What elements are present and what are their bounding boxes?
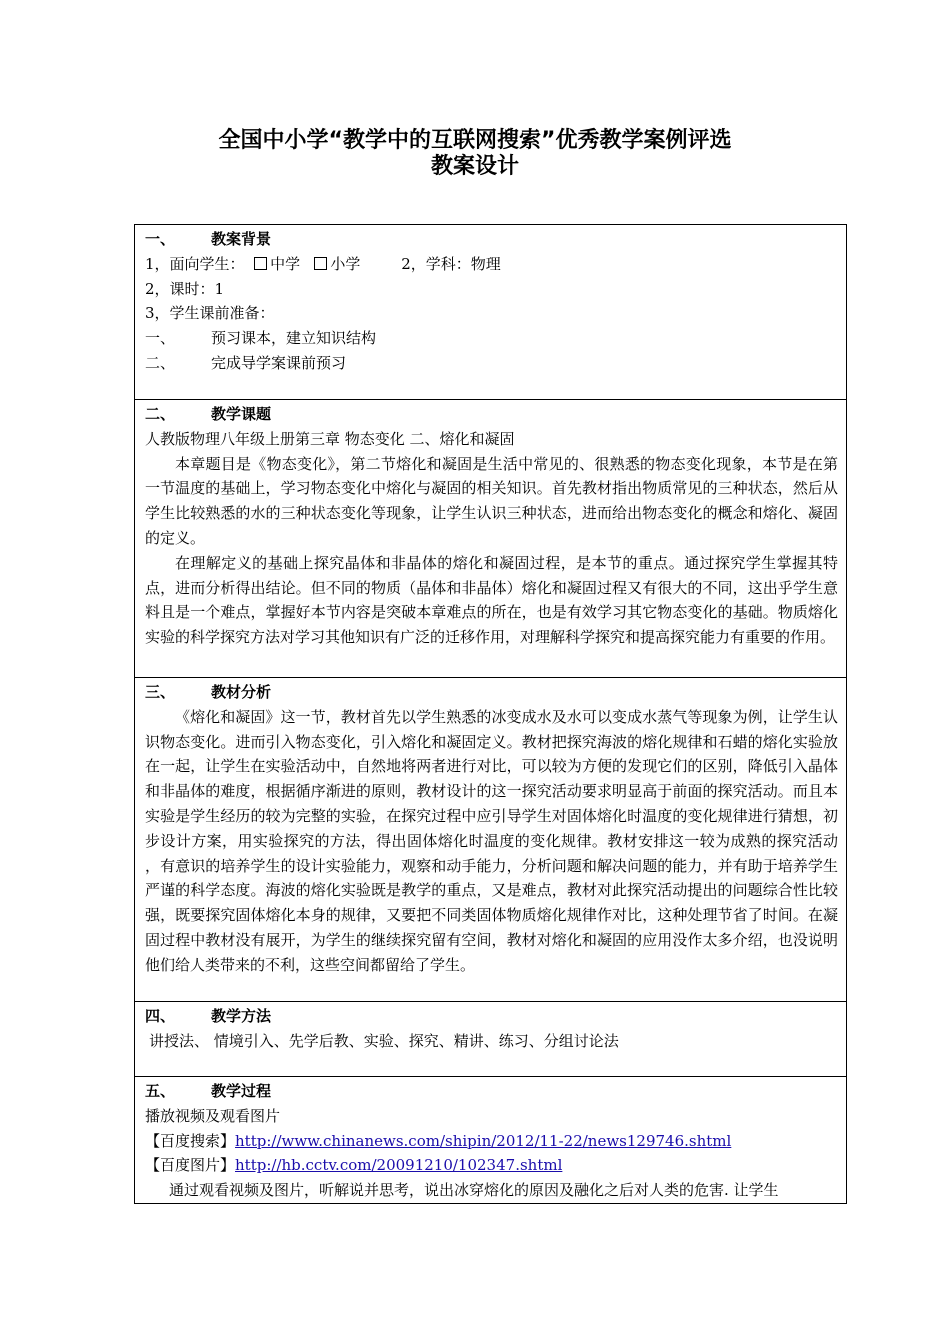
paragraph: 通过观看视频及图片，听解说并思考，说出冰穿熔化的原因及融化之后对人类的危害. 让学生 [169,1181,779,1200]
search-link-line: 【百度搜索】http://www.chinanews.com/shipin/2012/11-22/news129746.shtml [145,1131,732,1150]
page-subtitle: 教案设计 [430,154,519,179]
prep-line: 3，学生课前准备： [145,304,275,323]
section-topic [135,400,846,678]
paragraph: 在理解定义的基础上探究晶体和非晶体的熔化和凝固过程，是本节的重点。通过探究学生掌握其特点，进而分析得出结论。但不同的物质（晶体和非晶体）熔化和凝固过程又有很大的不同，这出乎学生意料且是一个难点，掌握好本节内容是突破本章难点的所在，也是有效学习其它物态变化的基础。物质熔化实验的科学探究方法对学习其他知识有广泛的迁移作用，对理解科学探究和提高探究能力有重要的作用。 [145,553,838,647]
section-background [135,225,846,400]
section-methods [135,1002,846,1077]
hours-line: 2，课时：1 [145,279,225,298]
process-intro: 播放视频及观看图片 [145,1106,281,1125]
section-analysis [135,678,846,1002]
section-heading: 五、 教学过程 [145,1082,272,1100]
paragraph: 本章题目是《物态变化》，第二节熔化和凝固是生活中常见的、很熟悉的物态变化现象，本节是在第一节温度的基础上，学习物态变化中熔化与凝固的相关知识。首先教材指出物质常见的三种状态，然后从学生比较熟悉的水的三种状态变化等现象，让学生认识三种状态，进而给出物态变化的概念和熔化、凝固的定义。 [145,454,838,547]
image-link[interactable]: http://hb.cctv.com/20091210/102347.shtml [235,1156,563,1175]
lesson-plan-table [134,224,847,1204]
prep-item: 二、 完成导学案课前预习 [145,353,347,372]
methods-line: 讲授法、 情境引入、先学后教、实验、探究、精讲、练习、分组讨论法 [149,1031,619,1050]
section-heading: 二、 教学课题 [145,405,272,423]
target-students-line: 1，面向学生： 中学 小学 2，学科：物理 [145,254,501,273]
prep-item: 一、 预习课本，建立知识结构 [145,329,377,348]
section-heading: 一、 教案背景 [145,230,272,248]
page-title: 全国中小学“教学中的互联网搜索”优秀教学案例评选 [218,128,732,153]
section-heading: 三、 教材分析 [145,683,272,701]
topic-line: 人教版物理八年级上册第三章 物态变化 二、熔化和凝固 [145,429,515,448]
subject-text: 2，学科：物理 [401,254,501,273]
checkbox-primary-school[interactable] [314,257,327,270]
paragraph: 《熔化和凝固》这一节，教材首先以学生熟悉的冰变成水及水可以变成水蒸气等现象为例，让学生认识物态变化。进而引入物态变化，引入熔化和凝固定义。教材把探究海波的熔化规律和石蜡的熔化实验放在一起，让学生在实验活动中，自然地将两者进行对比，可以较为方便的发现它们的区别，降低引入晶体和非晶体的难度，根据循序渐进的原则，教材设计的这一探究活动要求明显高于前面的探究活动。而且本实验是学生经历的较为完整的实验，在探究过程中应引导学生对固体熔化时温度的变化规律进行猜想，初步设计方案，用实验探究的方法，得出固体熔化时温度的变化规律。教材安排这一较为成熟的探究活动 ，有意识的培养学生的设计实验能力，观察和动手能力，分析问题和解决问题的能力，并有助于培养学生严谨的科学态度。海波的熔化实验既是教学的重点，又是难点，教材对此探究活动提出的问题综合性比较强，既要探究固体熔化本身的规律，又要把不同类固体物质熔化规律作对比，这种处理节省了时间。在凝固过程中教材没有展开，为学生的继续探究留有空间，教材对熔化和凝固的应用没作太多介绍，也没说明他们给人类带来的不利，这些空间都留给了学生。 [145,707,838,974]
checkbox-middle-school[interactable] [254,257,267,270]
image-link-line: 【百度图片】http://hb.cctv.com/20091210/102347.shtml [145,1156,563,1175]
section-process [135,1077,846,1203]
search-link[interactable]: http://www.chinanews.com/shipin/2012/11-22/news129746.shtml [235,1131,732,1150]
section-heading: 四、 教学方法 [145,1007,272,1025]
